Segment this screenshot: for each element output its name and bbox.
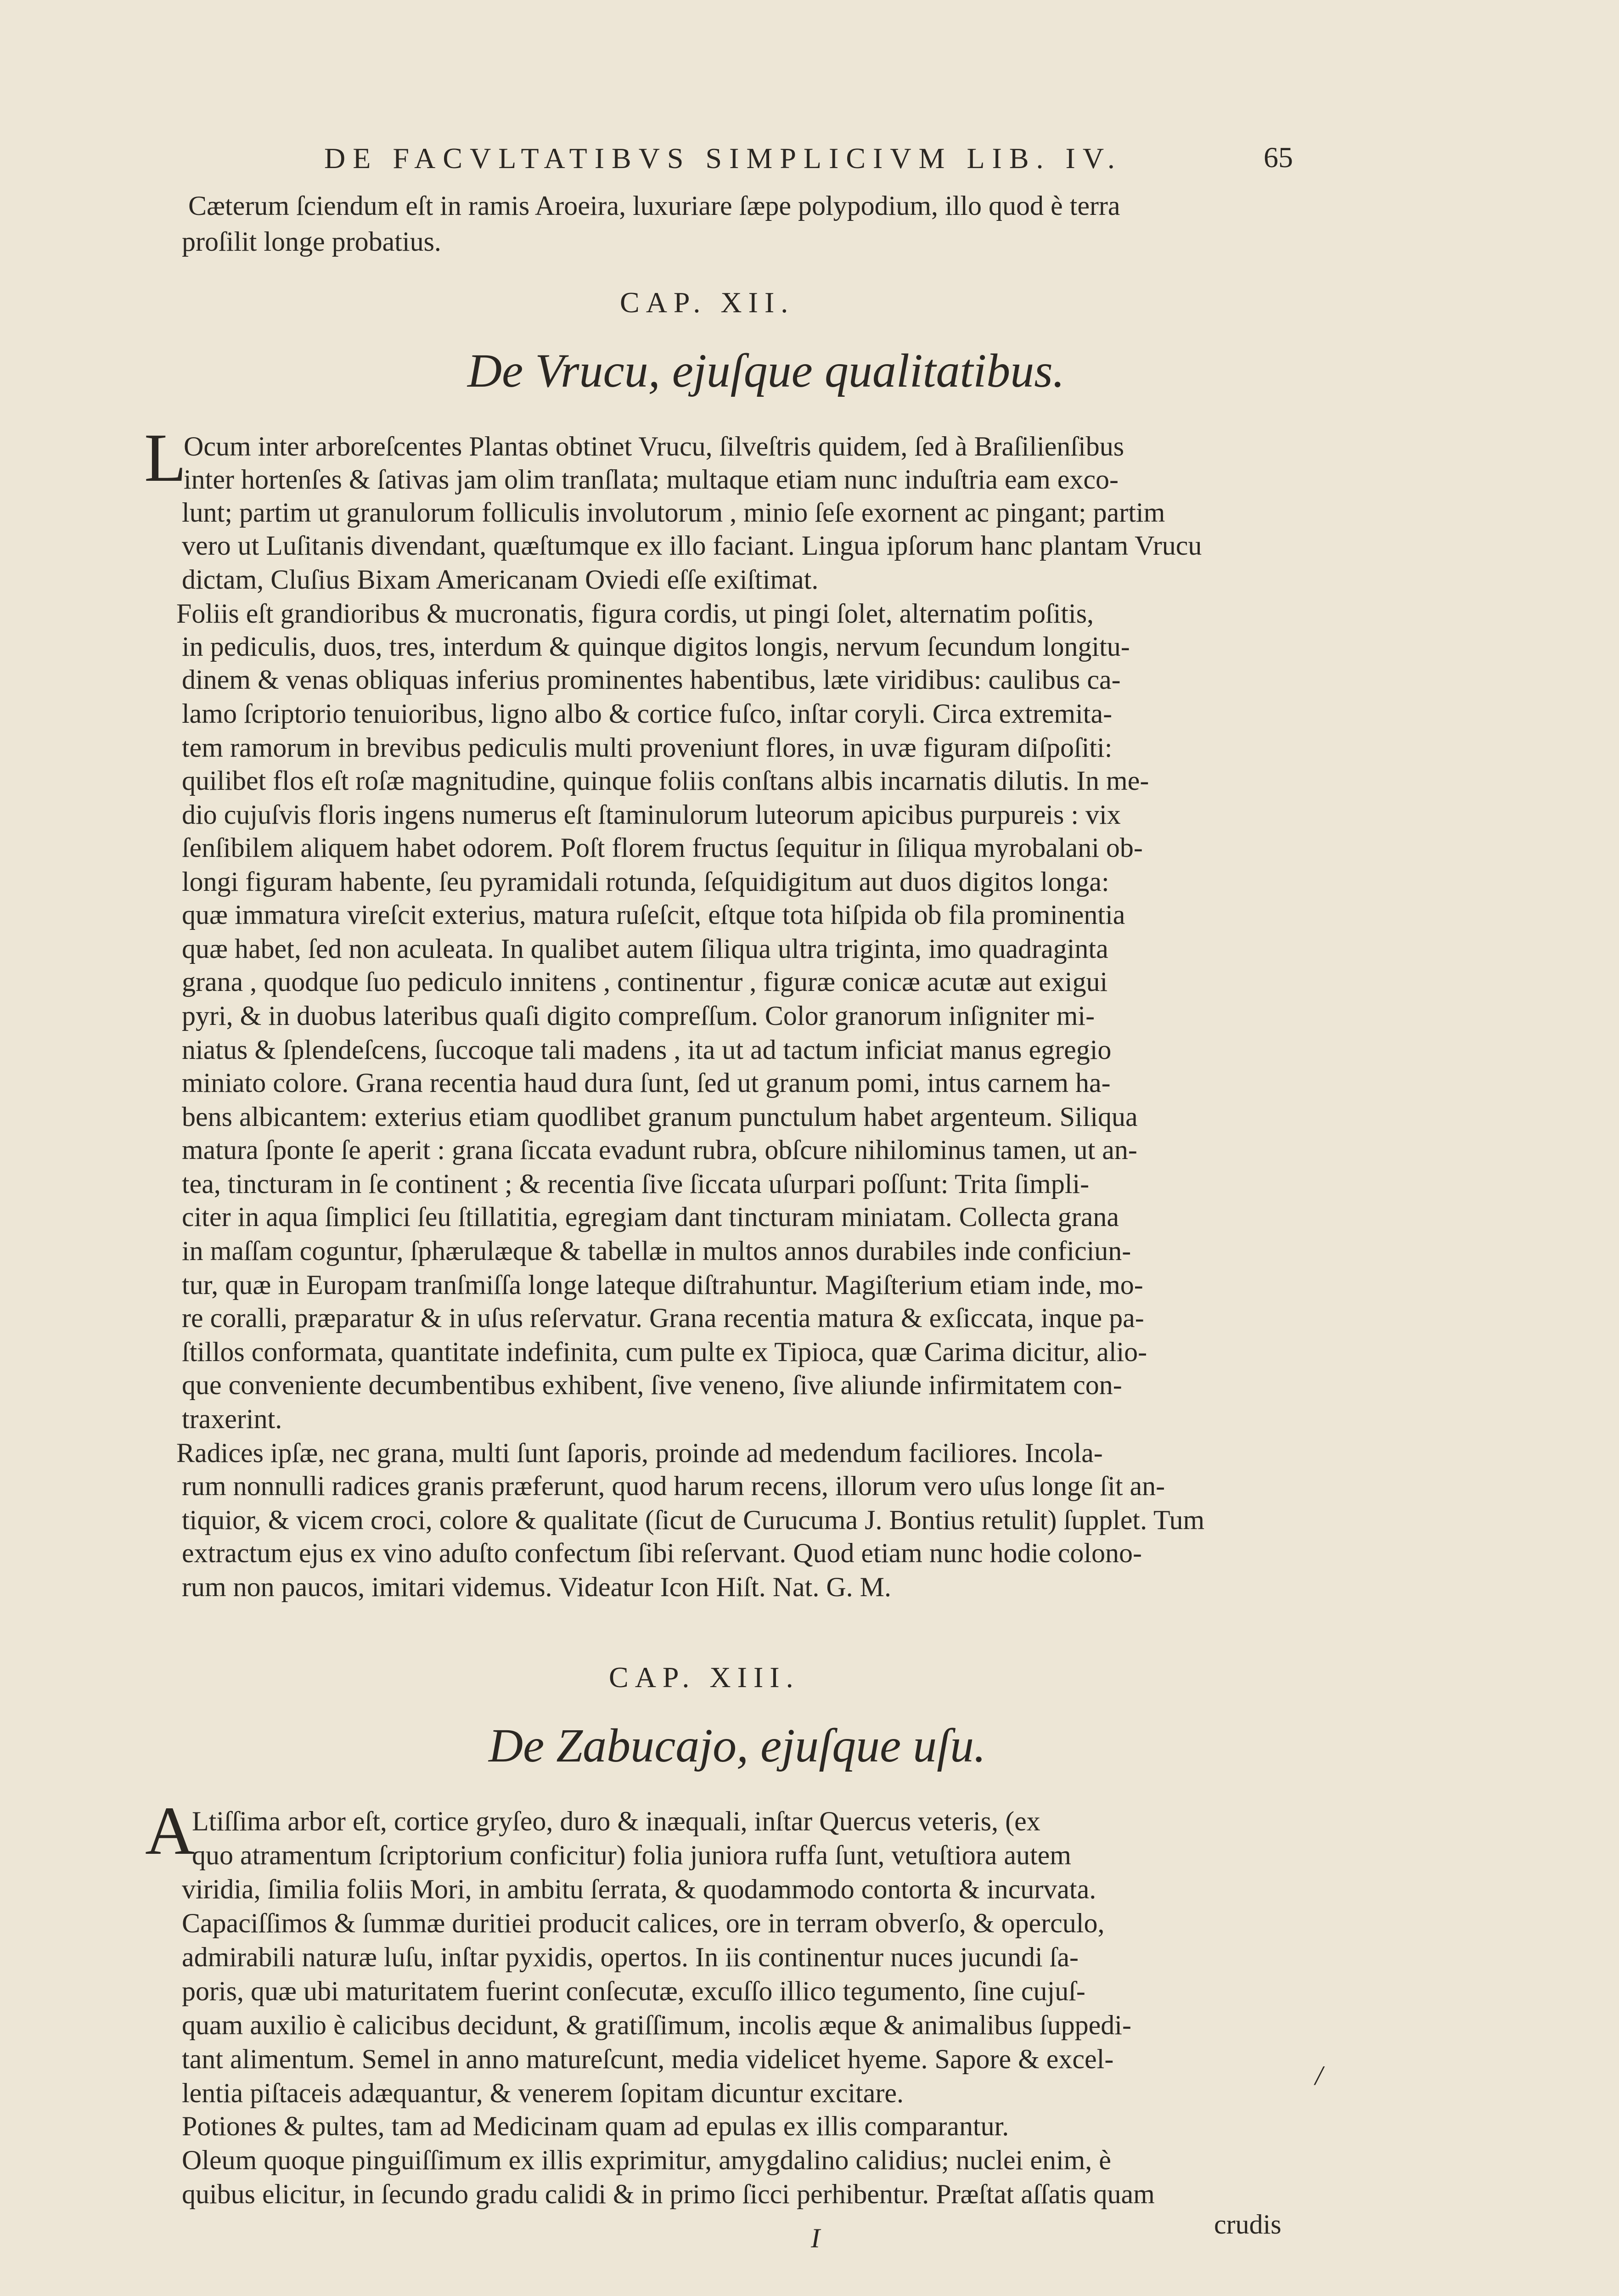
ch12-line-21: bens albicantem: exterius etiam quodlibet granum punctulum habet argenteum. Siliqua [182, 1102, 1138, 1132]
chapter-13-heading: CAP. XIII. [609, 1661, 800, 1694]
ch13-line-1: Ltiſſima arbor eſt, cortice gryſeo, duro & inæquali, inſtar Quercus veteris, (ex [192, 1806, 1040, 1836]
ch12-line-2: inter hortenſes & ſativas jam olim tranſlata; multaque etiam nunc induſtria eam exco- [184, 464, 1119, 495]
ch12-line-19: niatus & ſplendeſcens, ſuccoque tali madens , ita ut ad tactum inficiat manus egregio [182, 1035, 1112, 1065]
ch12-line-13: ſenſibilem aliquem habet odorem. Poſt florem fructus ſequitur in ſiliqua myrobalani ob- [182, 833, 1143, 863]
running-head: DE FACVLTATIBVS SIMPLICIVM LIB. IV. [324, 142, 1122, 174]
ch12-line-11: quilibet flos eſt roſæ magnitudine, quinque foliis conſtans albis incarnatis dilutis. In me- [182, 765, 1149, 796]
intro-line-1: Cæterum ſciendum eſt in ramis Aroeira, luxuriare ſæpe polypodium, illo quod è terra [188, 191, 1120, 221]
ch13-line-5: admirabili naturæ luſu, inſtar pyxidis, opertos. In iis continentur nuces jucundi ſa- [182, 1942, 1079, 1972]
ch12-line-20: miniato colore. Grana recentia haud dura ſunt, ſed ut granum pomi, intus carnem ha- [182, 1068, 1111, 1098]
ch13-line-3: viridia, ſimilia foliis Mori, in ambitu ſerrata, & quodammodo contorta & incurvata. [182, 1874, 1096, 1904]
ch12-line-29: que conveniente decumbentibus exhibent, ſive veneno, ſive aliunde infirmitatem con- [182, 1370, 1122, 1400]
ch12-line-28: ſtillos conformata, quantitate indefinita, cum pulte ex Tipioca, quæ Carima dicitur, alio- [182, 1337, 1147, 1367]
ch13-line-7: quam auxilio è calicibus decidunt, & gratiſſimum, incolis æque & animalibus ſuppedi- [182, 2010, 1131, 2040]
chapter-13-title: De Zabucajo, ejuſque uſu. [489, 1719, 986, 1772]
signature-mark: I [811, 2223, 820, 2253]
ch12-line-10: tem ramorum in brevibus pediculis multi proveniunt flores, in uvæ figuram diſpoſiti: [182, 732, 1113, 763]
page-number: 65 [1264, 141, 1293, 174]
ch12-line-24: citer in aqua ſimplici ſeu ſtillatitia, egregiam dant tincturam miniatam. Collecta grana [182, 1202, 1119, 1232]
ch12-line-26: tur, quæ in Europam tranſmiſſa longe lateque diſtrahuntur. Magiſterium etiam inde, mo- [182, 1270, 1143, 1300]
ch12-line-3: lunt; partim ut granulorum folliculis involutorum , minio ſeſe exornent ac pingant; partim [182, 497, 1165, 528]
ch13-line-12: quibus elicitur, in ſecundo gradu calidi & in primo ſicci perhibentur. Præſtat aſſatis quam [182, 2179, 1155, 2209]
ch13-line-11: Oleum quoque pinguiſſimum ex illis exprimitur, amygdalino calidius; nuclei enim, è [182, 2145, 1111, 2175]
ch12-line-8: dinem & venas obliquas inferius prominentes habentibus, læte viridibus: caulibus ca- [182, 664, 1121, 695]
ch12-line-14: longi figuram habente, ſeu pyramidali rotunda, ſeſquidigitum aut duos digitos longa: [182, 867, 1109, 897]
chapter-12-heading: CAP. XII. [620, 286, 795, 319]
ch12-line-31: Radices ipſæ, nec grana, multi ſunt ſaporis, proinde ad medendum faciliores. Incola- [176, 1438, 1103, 1468]
ch12-line-30: traxerint. [182, 1404, 282, 1434]
ch12-line-7: in pediculis, duos, tres, interdum & quinque digitos longis, nervum ſecundum longitu- [182, 631, 1130, 662]
ch12-line-27: re coralli, præparatur & in uſus reſervatur. Grana recentia matura & exſiccata, inque pa- [182, 1303, 1144, 1333]
ch12-line-15: quæ immatura vireſcit exterius, matura ruſeſcit, eſtque tota hiſpida ob fila prominentia [182, 900, 1125, 930]
ch12-line-23: tea, tincturam in ſe continent ; & recentia ſive ſiccata uſurpari poſſunt: Trita ſimpli- [182, 1169, 1090, 1199]
chapter-12-title: De Vrucu, ejuſque qualitatibus. [467, 344, 1065, 397]
ch12-line-34: extractum ejus ex vino aduſto confectum ſibi reſervant. Quod etiam nunc hodie colono- [182, 1538, 1142, 1568]
ch12-line-35: rum non paucos, imitari videmus. Videatur Icon Hiſt. Nat. G. M. [182, 1572, 892, 1602]
ch12-line-25: in maſſam coguntur, ſphærulæque & tabellæ in multos annos durabiles inde conficiun- [182, 1236, 1131, 1266]
ch12-line-16: quæ habet, ſed non aculeata. In qualibet autem ſiliqua ultra triginta, imo quadraginta [182, 934, 1108, 964]
ch12-line-9: lamo ſcriptorio tenuioribus, ligno albo & cortice fuſco, inſtar coryli. Circa extremita- [182, 698, 1113, 729]
chapter-12-dropcap: L [144, 420, 186, 496]
ch12-line-4: vero ut Luſitanis divendant, quæſtumque ex illo faciant. Lingua ipſorum hanc plantam Vrucu [182, 530, 1202, 561]
ch13-line-4: Capaciſſimos & ſummæ duritiei producit calices, ore in terram obverſo, & operculo, [182, 1908, 1105, 1938]
ch12-line-6: Foliis eſt grandioribus & mucronatis, figura cordis, ut pingi ſolet, alternatim poſitis, [176, 598, 1094, 629]
ch12-line-22: matura ſponte ſe aperit : grana ſiccata evadunt rubra, obſcure nihilominus tamen, ut an- [182, 1135, 1137, 1165]
ch12-line-5: dictam, Cluſius Bixam Americanam Oviedi eſſe exiſtimat. [182, 564, 819, 595]
ch12-line-32: rum nonnulli radices granis præferunt, quod harum recens, illorum vero uſus longe ſit an- [182, 1471, 1165, 1501]
intro-line-2: proſilit longe probatius. [182, 226, 441, 257]
ch12-line-17: grana , quodque ſuo pediculo innitens , continentur , figuræ conicæ acutæ aut exigui [182, 967, 1108, 997]
ch13-line-2: quo atramentum ſcriptorium conficitur) folia juniora ruffa ſunt, vetuſtiora autem [192, 1840, 1071, 1870]
chapter-13-dropcap: A [145, 1793, 195, 1869]
ch12-line-1: Ocum inter arboreſcentes Plantas obtinet Vrucu, ſilveſtris quidem, ſed à Braſilienſibus [184, 431, 1124, 461]
ch12-line-18: pyri, & in duobus lateribus quaſi digito compreſſum. Color granorum inſigniter mi- [182, 1001, 1095, 1031]
ch13-line-10: Potiones & pultes, tam ad Medicinam quam ad epulas ex illis comparantur. [182, 2111, 1009, 2141]
ch13-line-6: poris, quæ ubi maturitatem fuerint conſecutæ, excuſſo illico tegumento, ſine cujuſ- [182, 1976, 1085, 2006]
ch12-line-12: dio cujuſvis floris ingens numerus eſt ſtaminulorum luteorum apicibus purpureis : vix [182, 799, 1121, 830]
margin-note: / [1315, 2060, 1323, 2091]
ch13-line-9: lentia piſtaceis adæquantur, & venerem ſopitam dicuntur excitare. [182, 2078, 904, 2108]
catchword: crudis [1214, 2209, 1282, 2240]
ch13-line-8: tant alimentum. Semel in anno matureſcunt, media videlicet hyeme. Sapore & excel- [182, 2044, 1114, 2074]
ch12-line-33: tiquior, & vicem croci, colore & qualitate (ſicut de Curucuma J. Bontius retulit) ſupplet. Tum [182, 1505, 1205, 1535]
